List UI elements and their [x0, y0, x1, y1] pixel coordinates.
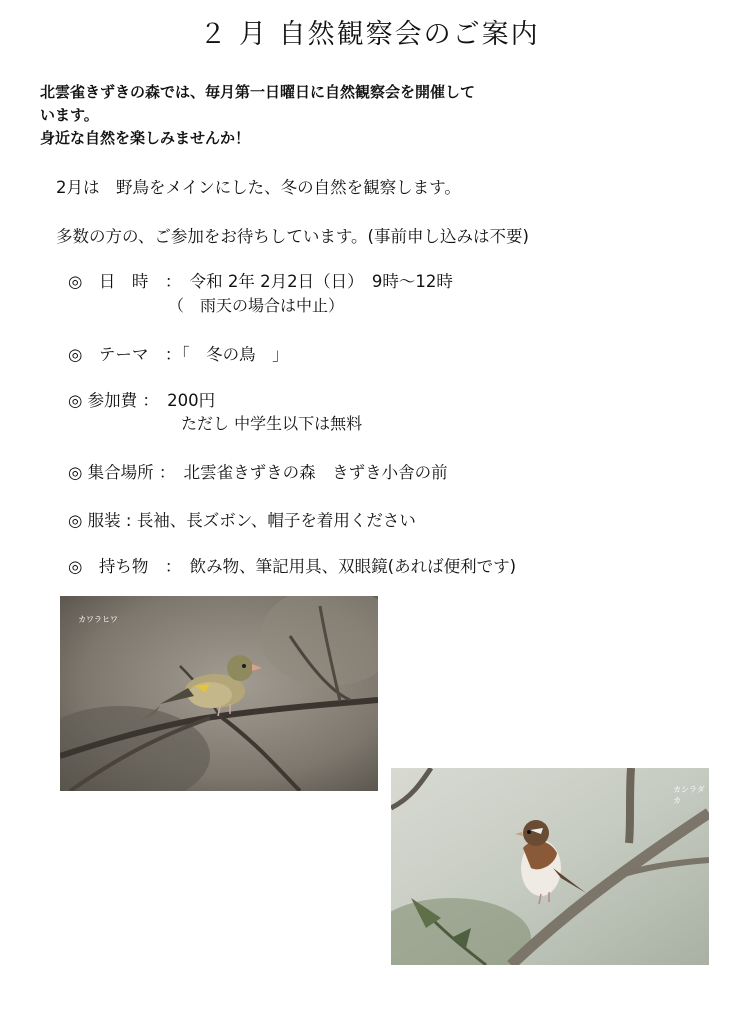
belongings-line: ◎ 持ち物 ： 飲み物、筆記用具、双眼鏡(あれば便利です)	[68, 557, 517, 576]
invite-line: 多数の方の、ご参加をお待ちしています。(事前申し込みは不要)	[56, 227, 529, 246]
theme-line: 2月は 野鳥をメインにした、冬の自然を観察します。	[56, 178, 461, 197]
greenfinch-photo	[60, 596, 378, 791]
fee-line: ◎ 参加費 ： 200円	[68, 391, 216, 410]
bunting-photo	[391, 768, 709, 965]
intro-line-2: います。	[40, 106, 99, 124]
datetime-note: （ 雨天の場合は中止）	[168, 296, 345, 315]
page-title: ２ 月 自然観察会のご案内	[199, 19, 540, 50]
meeting-place-line: ◎ 集合場所 ： 北雲雀きずきの森 きずき小舎の前	[68, 463, 448, 482]
datetime-line: ◎ 日 時 ： 令和 2年 2月2日（日） 9時～12時	[68, 272, 453, 291]
clothing-line: ◎ 服装 : 長袖、長ズボン、帽子を着用ください	[68, 511, 416, 530]
intro-line-1: 北雲雀きずきの森では、毎月第一日曜日に自然観察会を開催して	[40, 83, 476, 101]
photo1-caption: カワラヒワ	[78, 615, 118, 624]
photo2-caption: カシラダカ	[673, 785, 705, 805]
fee-note: ただし 中学生以下は無料	[181, 414, 363, 433]
theme-detail-line: ◎ テーマ ：「 冬の鳥 」	[68, 345, 289, 364]
intro-line-3: 身近な自然を楽しみませんか！	[40, 129, 251, 147]
